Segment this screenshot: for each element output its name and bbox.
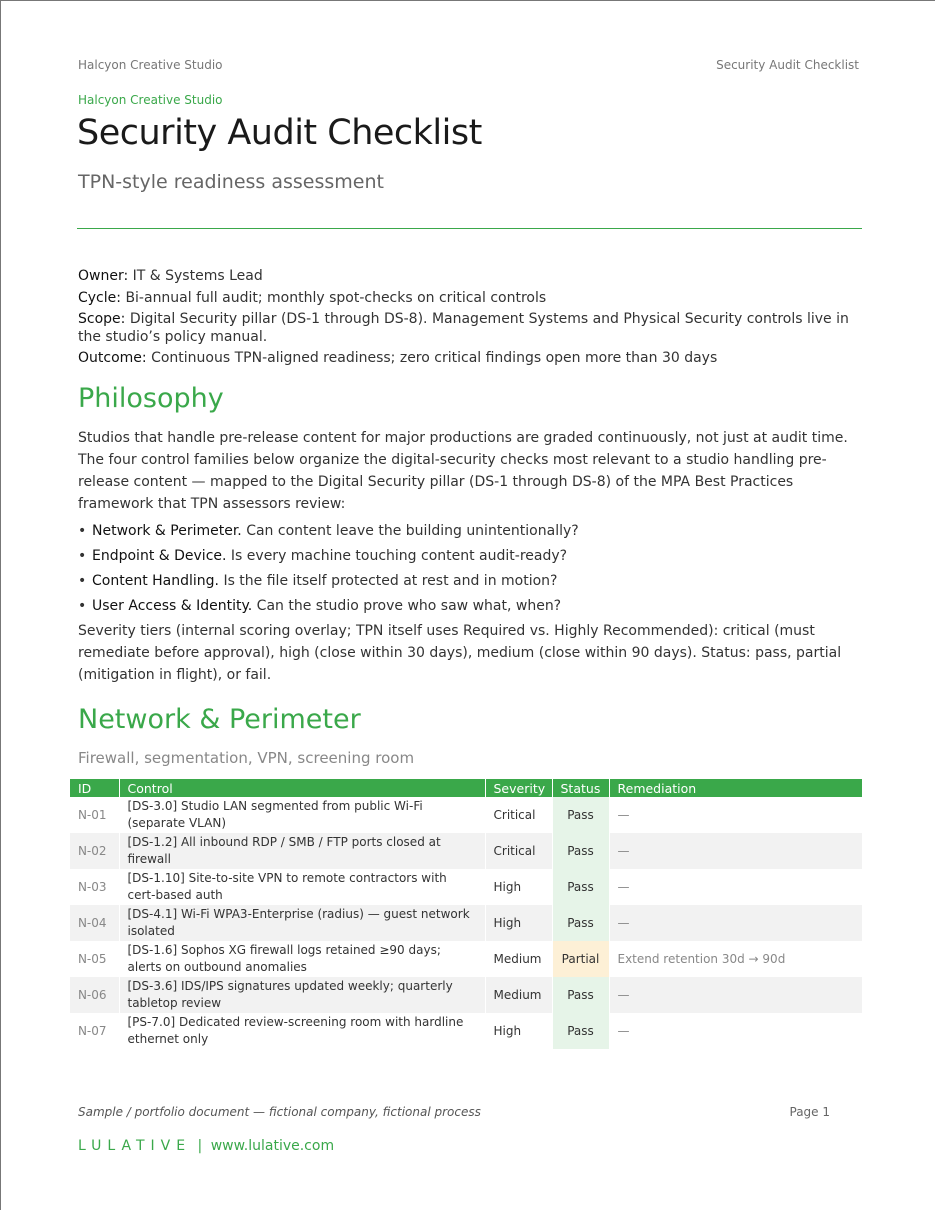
cell-control: [DS-3.6] IDS/IPS signatures updated weekly; quarterly tabletop review bbox=[119, 977, 485, 1013]
cell-remediation: Extend retention 30d → 90d bbox=[609, 941, 862, 977]
cell-control: [DS-1.6] Sophos XG firewall logs retained ≥90 days; alerts on outbound anomalies bbox=[119, 941, 485, 977]
brand-separator: | bbox=[197, 1138, 203, 1154]
meta-cycle-key: Cycle: bbox=[78, 290, 121, 306]
bullet-key: Network & Perimeter. bbox=[92, 523, 242, 539]
meta-outcome-value: Continuous TPN-aligned readiness; zero critical findings open more than 30 days bbox=[151, 350, 718, 366]
cell-remediation: — bbox=[609, 833, 862, 869]
bullet-key: Endpoint & Device. bbox=[92, 548, 227, 564]
running-header bbox=[78, 58, 859, 74]
table-row bbox=[70, 1013, 862, 1049]
cell-status: Pass bbox=[552, 1013, 609, 1049]
table-row bbox=[70, 869, 862, 905]
meta-scope-value: Digital Security pillar (DS-1 through DS-8). Management Systems and Physical Security controls live in the studio’s policy manual. bbox=[78, 311, 849, 345]
column-header-remediation: Remediation bbox=[609, 779, 862, 797]
cell-remediation: — bbox=[609, 905, 862, 941]
severity-explanation: Severity tiers (internal scoring overlay; TPN itself uses Required vs. Highly Recommended): critical (must remediate before approval), high (close within 30 days), medium (close within 90 days). Status: pass, partial (mitigation in flight), or fail. bbox=[78, 623, 842, 683]
cell-id: N-01 bbox=[70, 797, 119, 833]
cell-severity: Medium bbox=[485, 941, 552, 977]
cell-status: Pass bbox=[552, 797, 609, 833]
meta-owner-value: IT & Systems Lead bbox=[132, 268, 263, 284]
table-row bbox=[70, 905, 862, 941]
meta-cycle bbox=[78, 288, 863, 308]
list-item bbox=[78, 545, 863, 570]
table-row bbox=[70, 941, 862, 977]
cell-status: Partial bbox=[552, 941, 609, 977]
bullet-text: Is the file itself protected at rest and in motion? bbox=[223, 573, 558, 589]
cell-id: N-06 bbox=[70, 977, 119, 1013]
list-item bbox=[78, 595, 863, 620]
bullet-dot: • bbox=[78, 548, 87, 564]
brand-label: Halcyon Creative Studio bbox=[78, 93, 223, 107]
control-family-list bbox=[78, 520, 863, 620]
cell-severity: Medium bbox=[485, 977, 552, 1013]
cell-control: [DS-3.0] Studio LAN segmented from public Wi-Fi (separate VLAN) bbox=[119, 797, 485, 833]
network-heading: Network & Perimeter bbox=[78, 704, 361, 735]
cell-status: Pass bbox=[552, 905, 609, 941]
meta-outcome bbox=[78, 348, 863, 368]
page-number: Page 1 bbox=[789, 1105, 830, 1119]
table-row bbox=[70, 977, 862, 1013]
meta-owner bbox=[78, 266, 863, 286]
header-doc-title: Security Audit Checklist bbox=[716, 58, 859, 72]
cell-id: N-05 bbox=[70, 941, 119, 977]
document-metadata bbox=[78, 266, 863, 370]
cell-severity: Critical bbox=[485, 833, 552, 869]
cell-control: [PS-7.0] Dedicated review-screening room with hardline ethernet only bbox=[119, 1013, 485, 1049]
meta-cycle-value: Bi-annual full audit; monthly spot-checks on critical controls bbox=[125, 290, 547, 306]
cell-remediation: — bbox=[609, 1013, 862, 1049]
column-header-severity: Severity bbox=[485, 779, 552, 797]
column-header-status: Status bbox=[552, 779, 609, 797]
table-row bbox=[70, 797, 862, 833]
footer-brand bbox=[78, 1138, 334, 1154]
cell-id: N-03 bbox=[70, 869, 119, 905]
cell-id: N-02 bbox=[70, 833, 119, 869]
cell-status: Pass bbox=[552, 833, 609, 869]
cell-severity: Critical bbox=[485, 797, 552, 833]
cell-remediation: — bbox=[609, 869, 862, 905]
cell-id: N-07 bbox=[70, 1013, 119, 1049]
brand-url-link[interactable]: www.lulative.com bbox=[210, 1138, 335, 1154]
column-header-control: Control bbox=[119, 779, 485, 797]
cell-control: [DS-1.10] Site-to-site VPN to remote contractors with cert-based auth bbox=[119, 869, 485, 905]
page-title: Security Audit Checklist bbox=[77, 113, 482, 153]
table-row bbox=[70, 833, 862, 869]
cell-control: [DS-1.2] All inbound RDP / SMB / FTP ports closed at firewall bbox=[119, 833, 485, 869]
list-item bbox=[78, 570, 863, 595]
brand-wordmark: LULATIVE bbox=[78, 1138, 192, 1154]
bullet-dot: • bbox=[78, 523, 87, 539]
bullet-key: User Access & Identity. bbox=[92, 598, 253, 614]
bullet-dot: • bbox=[78, 598, 87, 614]
meta-owner-key: Owner: bbox=[78, 268, 129, 284]
bullet-text: Can content leave the building unintentionally? bbox=[246, 523, 579, 539]
philosophy-intro: Studios that handle pre-release content for major productions are graded continuously, not just at audit time. The four control families below organize the digital-security checks most relevant to a studio handling pre-release content — mapped to the Digital Security pillar (DS-1 through DS-8) of the MPA Best Practices framework that TPN assessors review: bbox=[78, 430, 848, 512]
list-item bbox=[78, 520, 863, 545]
meta-scope bbox=[78, 310, 863, 346]
network-subheading: Firewall, segmentation, VPN, screening room bbox=[78, 749, 415, 767]
philosophy-heading: Philosophy bbox=[78, 383, 224, 414]
bullet-text: Can the studio prove who saw what, when? bbox=[256, 598, 562, 614]
cell-control: [DS-4.1] Wi-Fi WPA3-Enterprise (radius) — guest network isolated bbox=[119, 905, 485, 941]
cell-status: Pass bbox=[552, 977, 609, 1013]
cell-severity: High bbox=[485, 1013, 552, 1049]
title-divider bbox=[77, 228, 862, 229]
footer-disclaimer: Sample / portfolio document — fictional company, fictional process bbox=[78, 1105, 481, 1119]
bullet-text: Is every machine touching content audit-ready? bbox=[230, 548, 568, 564]
cell-remediation: — bbox=[609, 977, 862, 1013]
bullet-key: Content Handling. bbox=[92, 573, 219, 589]
meta-outcome-key: Outcome: bbox=[78, 350, 147, 366]
cell-status: Pass bbox=[552, 869, 609, 905]
page-subtitle: TPN-style readiness assessment bbox=[78, 171, 384, 193]
column-header-id: ID bbox=[70, 779, 119, 797]
cell-severity: High bbox=[485, 869, 552, 905]
header-company: Halcyon Creative Studio bbox=[78, 58, 223, 72]
cell-id: N-04 bbox=[70, 905, 119, 941]
table-header-row bbox=[70, 779, 862, 797]
document-page bbox=[1, 1, 935, 1211]
bullet-dot: • bbox=[78, 573, 87, 589]
cell-remediation: — bbox=[609, 797, 862, 833]
meta-scope-key: Scope: bbox=[78, 311, 126, 327]
network-controls-table bbox=[70, 779, 863, 1049]
cell-severity: High bbox=[485, 905, 552, 941]
